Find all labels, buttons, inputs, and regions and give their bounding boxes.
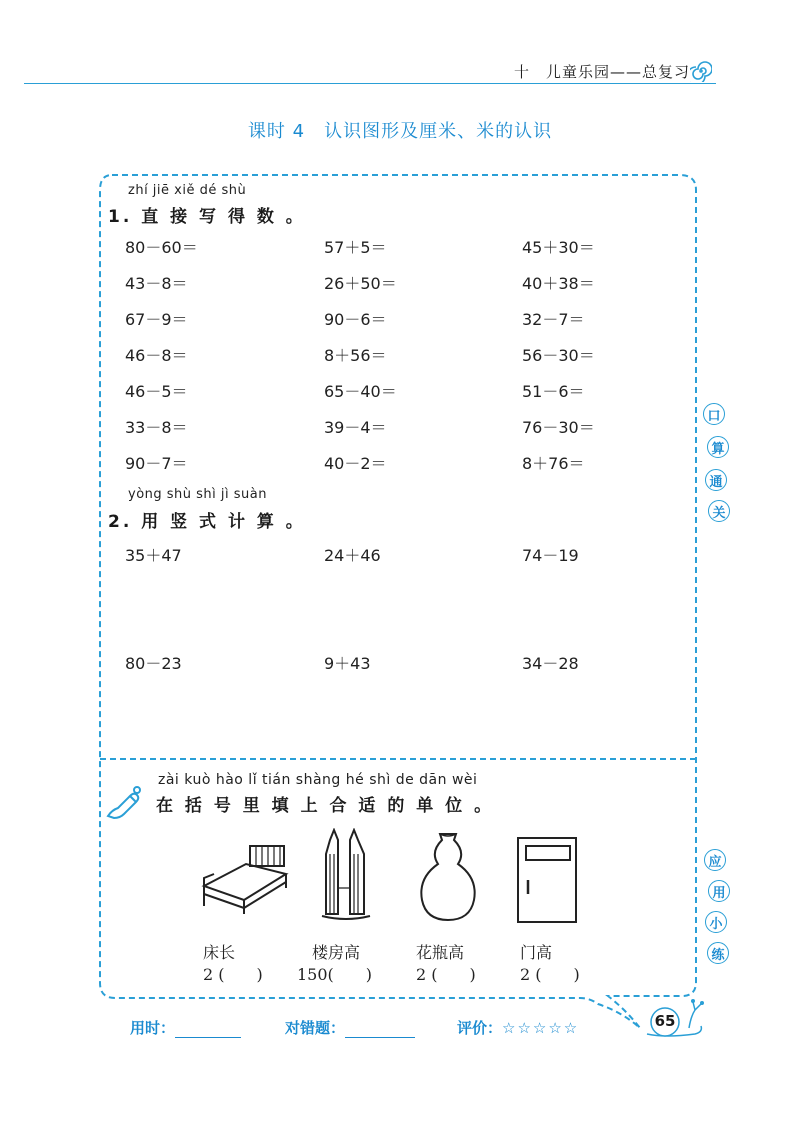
tower-illustration	[318, 828, 374, 922]
problem: 39－4＝	[324, 418, 387, 437]
problem: 56－30＝	[522, 346, 595, 365]
problem: 74－19	[522, 546, 579, 565]
chapter-header: 十 儿童乐园——总复习	[513, 63, 690, 81]
problem: 26＋50＝	[324, 274, 397, 293]
footer-rating	[457, 1017, 579, 1038]
problem: 80－60＝	[125, 238, 198, 257]
tab-applied-char: 小	[705, 911, 727, 933]
tab-oral-char: 口	[703, 403, 725, 425]
problem: 90－6＝	[324, 310, 387, 329]
answer-blank[interactable]: 150( )	[297, 965, 373, 984]
problem: 34－28	[522, 654, 579, 673]
problem: 67－9＝	[125, 310, 188, 329]
page-number: 65	[654, 1012, 676, 1030]
section1-pinyin: zhí jiē xiě dé shù	[128, 183, 247, 198]
tab-oral-char: 关	[708, 500, 730, 522]
time-blank[interactable]	[175, 1037, 241, 1038]
problem: 46－8＝	[125, 346, 188, 365]
door-illustration	[514, 836, 578, 926]
item-label: 床长	[203, 943, 236, 962]
section2-heading: 2. 用 竖 式 计 算 。	[108, 512, 306, 532]
problem: 24＋46	[324, 546, 381, 565]
problem: 57＋5＝	[324, 238, 387, 257]
vase-illustration	[414, 830, 482, 924]
item-label: 门高	[520, 943, 553, 962]
tab-applied-char: 应	[704, 849, 726, 871]
problem: 65－40＝	[324, 382, 397, 401]
problem: 8＋76＝	[522, 454, 585, 473]
section3-heading: 在 括 号 里 填 上 合 适 的 单 位 。	[156, 796, 495, 816]
problem: 90－7＝	[125, 454, 188, 473]
problem: 51－6＝	[522, 382, 585, 401]
tab-applied-char: 用	[708, 880, 730, 902]
tab-applied-char: 练	[707, 942, 729, 964]
errors-label: 对错题：	[285, 1019, 346, 1037]
problem: 46－5＝	[125, 382, 188, 401]
problem: 40－2＝	[324, 454, 387, 473]
pen-hand-icon	[104, 782, 144, 822]
item-label: 花瓶高	[416, 943, 465, 962]
problem: 33－8＝	[125, 418, 188, 437]
problem: 80－23	[125, 654, 182, 673]
problem: 35＋47	[125, 546, 182, 565]
bed-illustration	[198, 838, 290, 918]
problem: 76－30＝	[522, 418, 595, 437]
section3-pinyin: zài kuò hào lǐ tián shàng hé shì de dān wèi	[158, 772, 478, 788]
errors-blank[interactable]	[345, 1037, 415, 1038]
problem: 40＋38＝	[522, 274, 595, 293]
problem: 32－7＝	[522, 310, 585, 329]
item-label: 楼房高	[312, 943, 361, 962]
time-label: 用时：	[130, 1019, 176, 1037]
answer-blank[interactable]: 2 ( )	[520, 965, 580, 984]
problem: 45＋30＝	[522, 238, 595, 257]
answer-blank[interactable]: 2 ( )	[416, 965, 476, 984]
problem: 9＋43	[324, 654, 371, 673]
tab-oral-char: 通	[705, 469, 727, 491]
problem: 43－8＝	[125, 274, 188, 293]
answer-blank[interactable]: 2 ( )	[203, 965, 263, 984]
footer-errors	[285, 1017, 415, 1038]
section1-heading: 1. 直 接 写 得 数 。	[108, 207, 306, 227]
rating-stars[interactable]: ☆☆☆☆☆	[502, 1019, 580, 1037]
rating-label: 评价：	[457, 1019, 503, 1037]
tab-oral-char: 算	[707, 436, 729, 458]
lesson-title: 课时 4 认识图形及厘米、米的认识	[247, 121, 553, 142]
section2-pinyin: yòng shù shì jì suàn	[128, 487, 267, 502]
problem: 8＋56＝	[324, 346, 387, 365]
footer-time	[130, 1017, 241, 1038]
